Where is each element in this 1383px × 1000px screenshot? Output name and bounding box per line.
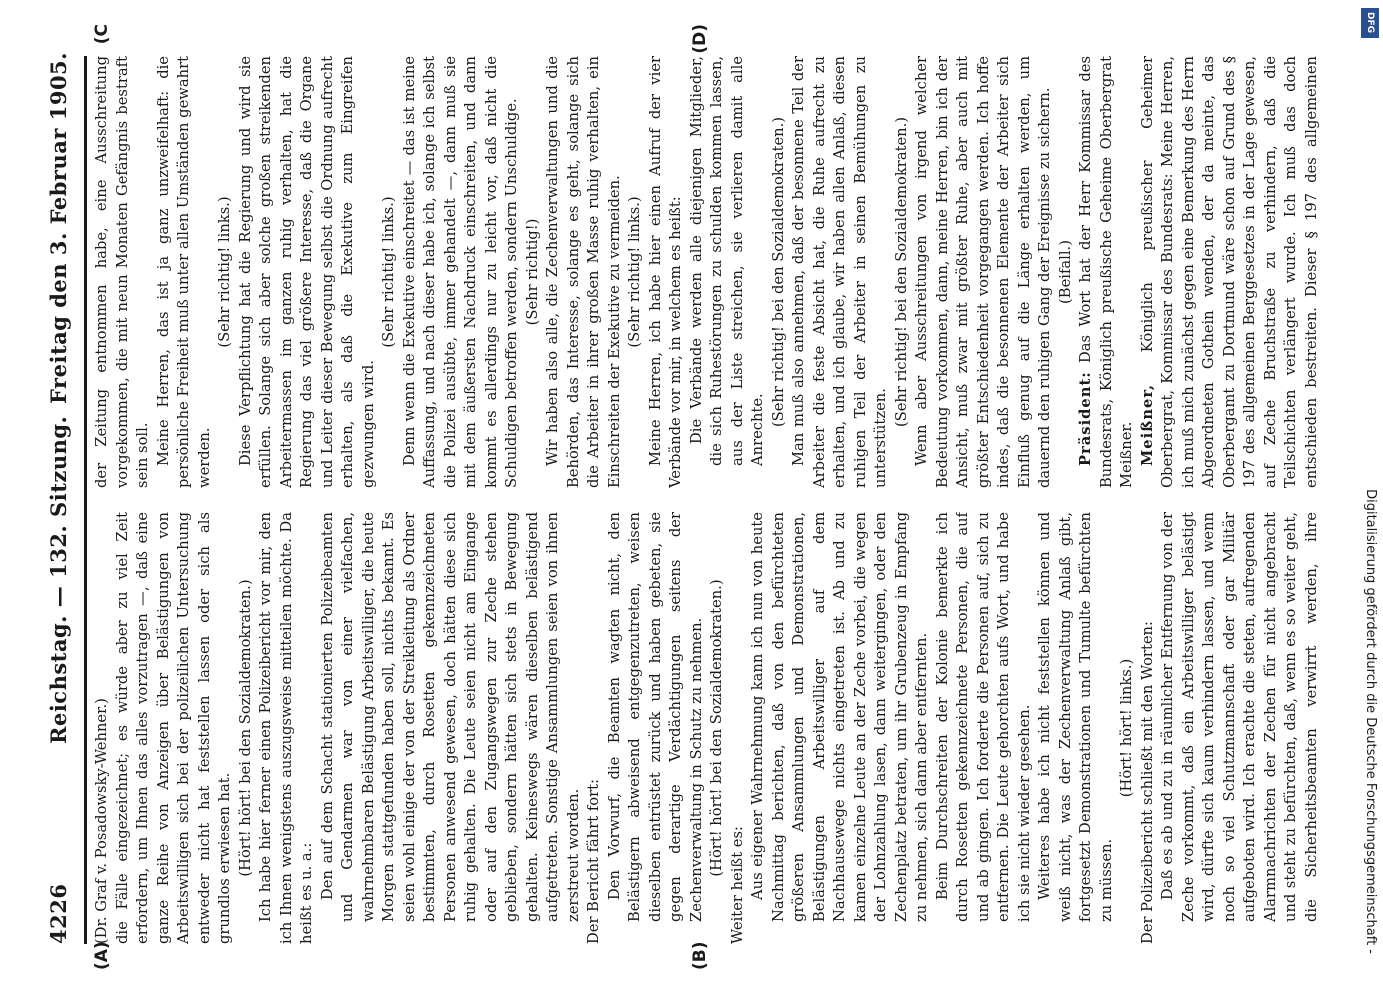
left-column-paragraph	[933, 512, 1036, 944]
paragraph-text: (Sehr richtig! bei den Sozialdemokraten.)	[892, 116, 910, 428]
header-rule	[84, 56, 87, 944]
left-column-paragraph	[318, 512, 585, 944]
left-column-paragraph	[748, 512, 933, 944]
paragraph-text: (Sehr richtig! links.)	[216, 196, 233, 348]
right-column-paragraph	[236, 56, 380, 488]
paragraph-text: Den auf dem Schacht stationierten Polizeibeamten und Gendarmen war von einer vielfachen, wahrnehmbaren Belästigung Arbeitswilliger, die heute Morgen stattgefunden haben soll, nichts bekannt. Es seien wohl einige der von der Streikleitung als Ordner bestimmten, durch Rosetten gekennzeichneten Personen anwesend gewesen, doch hätten diese sich ruhig gehalten. Die Leute seien nicht am Eingange oder auf den Zugangswegen zur Zeche stehen geblieben, sondern hätten sich stets in Bewegung gehalten. Keineswegs wären dieselben belästigend aufgetreten. Sonstige Ansammlungen seien von ihnen zerstreut worden.	[318, 512, 582, 922]
paragraph-text: Weiter heißt es:	[728, 826, 746, 944]
credit-text: Digitalisierung gefördert durch die Deutsche Forschungsgemeinschaft -	[1363, 489, 1378, 954]
dfg-logo-icon: DFG	[1361, 8, 1379, 38]
left-column-paragraph	[707, 512, 728, 944]
left-column-paragraph	[1035, 512, 1117, 944]
right-column-paragraph	[215, 56, 236, 488]
paragraph-text: Denn wenn die Exekutive einschreitet — das ist meine Auffassung, und nach dieser habe ich, solange ich selbst die Polizei ausübte, immer gehandelt —, dann muß sie mit dem äußersten Nachdruck einschreiten, und dann kommt es allerdings nur zu leicht vor, daß nicht die Schuldigen betroffen werden, sondern Unschuldige.	[400, 56, 520, 488]
paragraph-text: die Fälle eingezeichnet; es würde aber zu viel Zeit erfordern, um Ihnen das alles vorzutragen —, daß eine ganze Reihe von Anzeigen über Belästigungen von Arbeitswilligen sich bei der polizeilichen Untersuchung entweder nicht hat feststellen lassen oder sich als grundlos erwiesen hat.	[113, 512, 233, 944]
left-column-paragraph	[728, 512, 749, 944]
paragraph-text: Das Wort hat der Herr Kommissar des Bundesrats, Königlich preußische Geheime Oberbergrat Meißner.	[1077, 56, 1135, 488]
right-column-paragraph	[1076, 56, 1138, 488]
right-column-paragraph	[400, 56, 523, 488]
right-column-paragraph	[154, 56, 216, 488]
left-column-paragraph	[1158, 512, 1322, 944]
right-column-paragraph	[892, 56, 913, 488]
paragraph-text: Den Vorwurf, die Beamten wagten nicht, den Belästigern abweisend entgegenzutreten, weisen dieselben entrüstet zurück und haben gebeten, sie gegen derartige Verdächtigungen seitens der Zechenverwaltung in Schutz zu nehmen.	[605, 512, 705, 922]
digitization-credit	[1358, 0, 1383, 1000]
right-column-paragraph	[1056, 56, 1077, 488]
left-column-paragraph	[113, 512, 236, 944]
right-column-paragraph	[523, 56, 544, 488]
paragraph-text: (Sehr richtig!)	[523, 218, 541, 326]
right-column-paragraph	[92, 56, 154, 488]
speaker-name: Präsident:	[1077, 371, 1094, 466]
right-column-paragraph	[1138, 56, 1323, 488]
session-date: Freitag den 3. Februar 1905.	[46, 52, 71, 404]
right-column-paragraph	[379, 56, 400, 488]
left-column-paragraph	[1138, 512, 1159, 944]
paragraph-text: (Sehr richtig! links.)	[626, 196, 643, 348]
left-column-paragraph	[1117, 512, 1138, 944]
paragraph-text: (Beifall.)	[1056, 240, 1074, 304]
right-column-paragraph	[625, 56, 646, 488]
left-column-paragraph	[256, 512, 318, 944]
paragraph-text: Wir haben also alle, die Zechenverwaltungen und die Behörden, das Interesse, solange es geht, solange sich die Arbeiter in ihrer großen Masse ruhig verhalten, ein Einschreiten der Exekutive zu vermeiden.	[544, 56, 623, 488]
right-column-paragraph	[646, 56, 687, 488]
paragraph-text: Ich habe hier ferner einen Polizeibericht vor mir, den ich Ihnen wenigstens auszugsweise mitteilen möchte. Da heißt es u. a.:	[257, 512, 315, 944]
paragraph-text: Die Verbände werden alle diejenigen Mitglieder, die sich Ruhestörungen zu schulden kommen lassen, aus der Liste streichen, sie verlieren damit alle Anrechte.	[687, 56, 766, 466]
paragraph-text: Der Bericht fährt fort:	[585, 778, 602, 944]
left-column-paragraph	[236, 512, 257, 944]
running-title: Reichstag. — 132. Sitzung.	[46, 415, 71, 744]
paragraph-text: (Dr. Graf v. Posadowsky-Wehner.)	[93, 698, 110, 944]
paragraph-text: Diese Verpflichtung hat die Regierung und wird sie erfüllen. Solange sich aber solche großen streikenden Arbeitermassen im ganzen ruhig verhalten, hat die Regierung das viel größere Interesse, daß die Organe und Leiter dieser Bewegung selbst die Ordnung aufrecht erhalten, als daß die Exekutive zum Eingreifen gezwungen wird.	[236, 56, 377, 488]
page-number: 4226	[46, 883, 71, 944]
right-column-paragraph	[789, 56, 892, 488]
paragraph-text: der Zeitung entnommen habe, eine Ausschreitung vorgekommen, die mit neun Monaten Gefängnis bestraft sein soll.	[93, 56, 151, 488]
paragraph-text: Königlich preußischer Geheimer Oberbergrat, Kommissar des Bundesrats: Meine Herren, ich muß mich zunächst gegen eine Bemerkung des Herrn Abgeordneten Gothein wenden, der da meinte, das Oberbergamt zu Dortmund wäre schon auf Grund des § 197 des allgemeinen Berggesetzes in der Lage gewesen, auf Zeche Bruchstraße zu verhindern, daß die Teilschichten verlängert wurde. Ich muß das doch entschieden bestreiten. Dieser § 197 des allgemeinen	[1138, 56, 1320, 488]
paragraph-text: Wenn aber Ausschreitungen von irgend welcher Bedeutung vorkommen, dann, meine Herren, bin ich der Ansicht, muß zwar mit größter Ruhe, aber auch mit größter Entschiedenheit vorgegangen werden. Ich hoffe indes, daß die besonnenen Elemente der Arbeiter sich Einfluß genug auf die Länge erhalten werden, um dauernd den ruhigen Gang der Ereignisse zu sichern.	[913, 56, 1053, 488]
right-text-column	[92, 56, 1322, 488]
paragraph-text: (Sehr richtig! bei den Sozialdemokraten.)	[769, 116, 787, 428]
paragraph-text: Meine Herren, ich habe hier einen Aufruf der vier Verbände vor mir, in welchem es heißt:	[646, 56, 684, 488]
left-column-paragraph	[92, 512, 113, 944]
paragraph-text: Beim Durchschreiten der Kolonie bemerkte ich durch Rosetten gekennzeichnete Personen, die auf und ab gingen. Ich forderte die Personen auf, sich zu entfernen. Die Leute gehorchten aufs Wort, und habe ich sie nicht wieder gesehen.	[933, 512, 1033, 922]
left-column-paragraph	[605, 512, 708, 944]
paragraph-text: Der Polizeibericht schließt mit den Worten:	[1138, 621, 1156, 944]
paragraph-text: Meine Herren, das ist ja ganz unzweifelhaft: die persönliche Freiheit muß unter allen Umständen gewahrt werden.	[154, 56, 213, 488]
left-text-column	[92, 512, 1322, 944]
left-column-paragraph	[584, 512, 605, 944]
paragraph-text: (Sehr richtig! links.)	[380, 196, 397, 348]
right-column-paragraph	[769, 56, 790, 488]
margin-mark-d: (D)	[690, 24, 710, 54]
paragraph-text: Man muß also annehmen, daß der besonnene Teil der Arbeiter die feste Absicht hat, die Ruhe aufrecht zu erhalten, und ich glaube, wir haben allen Anlaß, diesen ruhigen Teil der Arbeiter in seinen Bemühungen zu unterstützen.	[790, 56, 889, 488]
page-header	[46, 52, 76, 944]
right-column-paragraph	[687, 56, 769, 488]
paragraph-text: (Hört! hört! bei den Sozialdemokraten.)	[236, 579, 254, 877]
margin-mark-a: (A)	[92, 941, 112, 970]
paragraph-text: Weiteres habe ich nicht feststellen können und weiß nicht, was der Zechenverwaltung Anlaß gibt, fortgesetzt Demonstrationen und Tumulte befürchten zu müssen.	[1036, 512, 1115, 922]
right-column-paragraph	[543, 56, 625, 488]
right-column-paragraph	[912, 56, 1056, 488]
paragraph-text: Aus eigener Wahrnehmung kann ich nun von heute Nachmittag berichten, daß von den befürchteten größeren Ansammlungen und Demonstrationen, Belästigungen Arbeitswilliger auf dem Nachhausewege nichts eingetreten ist. Ab und zu kamen einzelne Leute an der Zeche vorbei, die wegen der Lohnzahlung lasen, dann weitergingen, oder den Zechenplatz betraten, um ihr Grubenzeug in Empfang zu nehmen, sich dann aber entfernten.	[749, 512, 930, 922]
paragraph-text: (Hört! hört! bei den Sozialdemokraten.)	[708, 579, 725, 877]
speaker-name: Meißner,	[1138, 383, 1156, 466]
margin-mark-b: (B)	[690, 941, 710, 970]
paragraph-text: Daß es ab und zu in räumlicher Entfernung von der Zeche vorkommt, daß ein Arbeitswilliger belästigt wird, dürfte sich kaum verhindern lassen, und wenn noch so viel Schutzmannschaft oder gar Militär aufgeboten wird. Ich erachte die steten, aufregenden Alarmnachrichten der Zechen für nicht angebracht und steht zu befürchten, daß, wenn es so weiter geht, die Sicherheitsbeamten verwirrt werden, ihre	[1159, 512, 1320, 922]
margin-mark-c: (C	[92, 24, 112, 45]
paragraph-text: (Hört! hört! links.)	[1118, 658, 1135, 798]
